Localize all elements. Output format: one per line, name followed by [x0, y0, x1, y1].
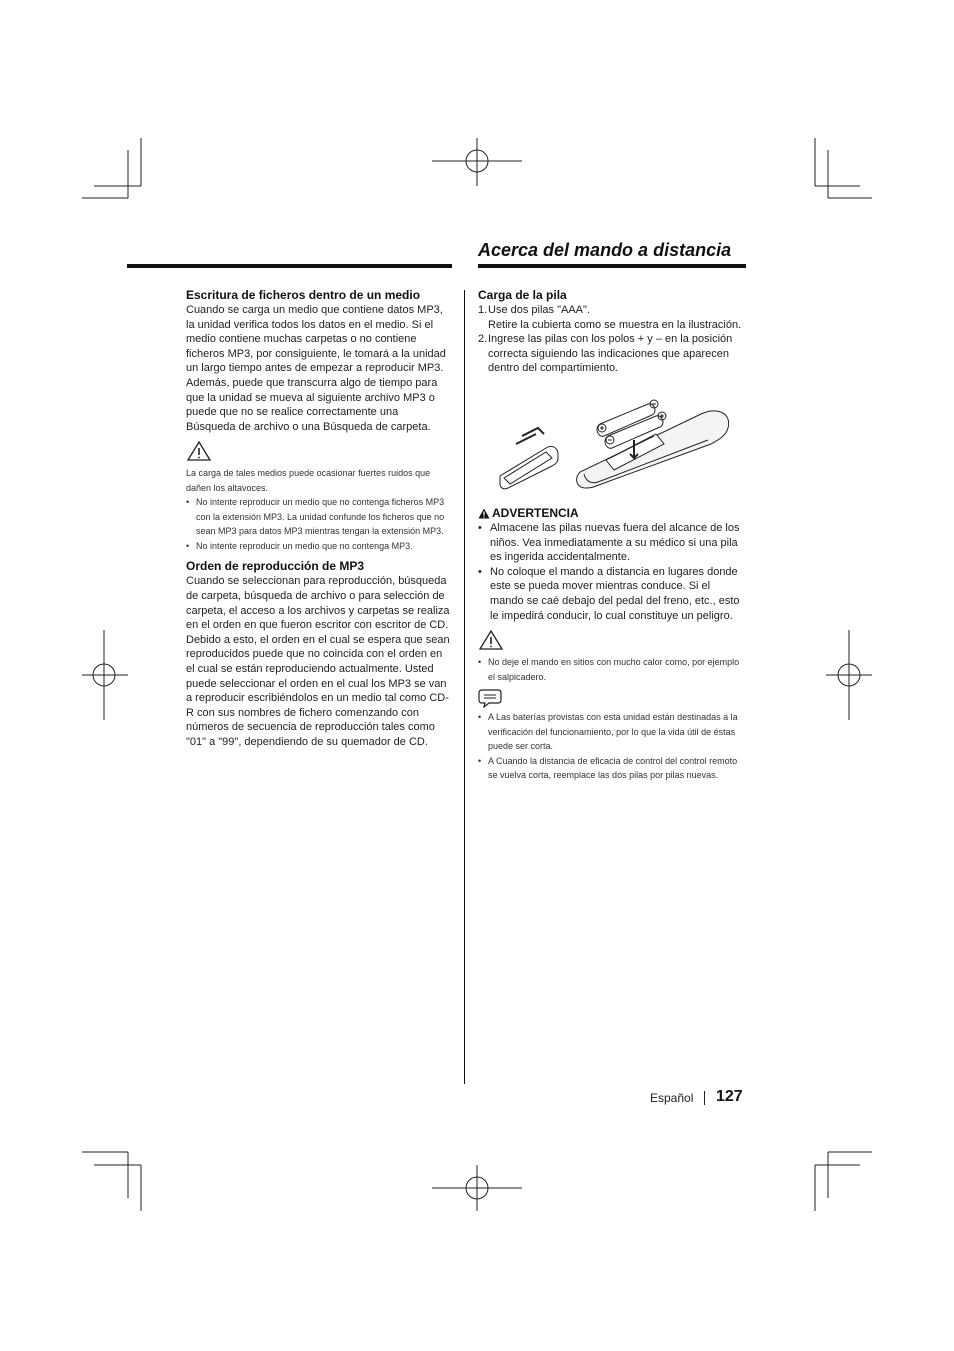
writing-files-paragraph-1: Cuando se carga un medio que contiene datos MP3, la unidad verifica todos los datos en el medio. Si el medio contiene muchas carpetas o no contiene ficheros MP3, por consiguiente, le tomará a la unidad un largo tiempo antes de empezar a reproducir MP3.: [186, 304, 446, 375]
step-2: [478, 332, 746, 376]
warning-bullet: • Almacene las pilas nuevas fuera del alcance de los niños. Vea inmediatamente a su médico si una pila es ingerida accidentalmente.: [478, 521, 746, 565]
left-header-rule: [127, 264, 452, 268]
note-bullet: • A Las baterías provistas con esta unidad están destinadas a la verificación del funcionamiento, por lo que la vida útil de éstas puede ser corta.: [478, 710, 746, 754]
caution-text: La carga de tales medios puede ocasionar fuertes ruidos que dañen los altavoces.: [186, 468, 431, 493]
caution-icon: [186, 440, 212, 462]
footer-separator: [704, 1091, 705, 1105]
column-divider: [464, 290, 465, 1084]
caution-bullet: • No deje el mando en sitios con mucho calor como, por ejemplo el salpicadero.: [478, 655, 746, 684]
note-icon: [478, 688, 502, 708]
right-column: [478, 288, 746, 783]
step-2-number: 2.: [478, 333, 488, 346]
footer-language: Español: [650, 1091, 694, 1105]
writing-files-paragraph-2: Además, puede que transcurra algo de tiempo para que la unidad se mueva al siguiente archivo MP3 o puede que no se realice correctamente una Búsqueda de archivo o una Búsqueda de carpeta.: [186, 376, 438, 433]
step-1-detail: Retire la cubierta como se muestra en la ilustración.: [488, 318, 742, 331]
mp3-order-paragraph-2: Debido a esto, el orden en el cual se espera que sean reproducidos puede que no coincida con el orden en el cual se están reproduciendo actualmente. Usted puede seleccionar el orden en el cual los MP3 se van a reproducir escribiéndolos en un medio tal como CD-R con sus nombres de fichero comenzando con números de secuencia de reproducción tales como "01" a "99", dependiendo de su quemador de CD.: [186, 633, 450, 748]
section-heading-battery: Carga de la pila: [478, 288, 567, 302]
mp3-order-paragraph-1: Cuando se seleccionan para reproducción, búsqueda de carpeta, búsqueda de archivo o para selección de carpeta, el acceso a los archivos y carpetas se realiza en el orden en que fueron escritor con escritor de CD.: [186, 575, 450, 632]
note-bullet: • A Cuando la distancia de eficacia de control del control remoto se vuelva corta, reemplace las dos pilas por pilas nuevas.: [478, 754, 746, 783]
warning-heading-row: [478, 506, 746, 521]
right-header-rule: [478, 264, 746, 268]
remote-battery-illustration: [496, 392, 736, 492]
page-number: 127: [716, 1088, 743, 1105]
step-1: [478, 303, 746, 318]
left-column: [186, 288, 450, 749]
section-heading-writing-files: Escritura de ficheros dentro de un medio: [186, 288, 421, 302]
caution-icon: [478, 629, 504, 651]
step-1-text: Use dos pilas "AAA".: [488, 304, 590, 316]
warning-bullet: • No coloque el mando a distancia en lugares donde este se pueda mover mientras conduce. Si el mando se caé debajo del pedal del freno, etc., esto le impedirá conducir, lo cual constituye un peligro.: [478, 565, 746, 623]
warning-heading: ADVERTENCIA: [492, 505, 579, 520]
step-1-number: 1.: [478, 304, 488, 316]
caution-bullet: • No intente reproducir un medio que no contenga ficheros MP3 con la extensión MP3. La unidad confunde los ficheros que no sean MP3 para datos MP3 mientras tengan la extensión MP3.: [186, 495, 450, 539]
warning-icon: [478, 508, 490, 519]
step-2-text: Ingrese las pilas con los polos + y – en la posición correcta siguiendo las indicaciones que aparecen dentro del compartimiento.: [488, 333, 733, 375]
caution-bullet: • No intente reproducir un medio que no contenga MP3.: [186, 539, 450, 554]
page-title: Acerca del mando a distancia: [478, 240, 732, 260]
section-heading-mp3-order: Orden de reproducción de MP3: [186, 559, 365, 574]
